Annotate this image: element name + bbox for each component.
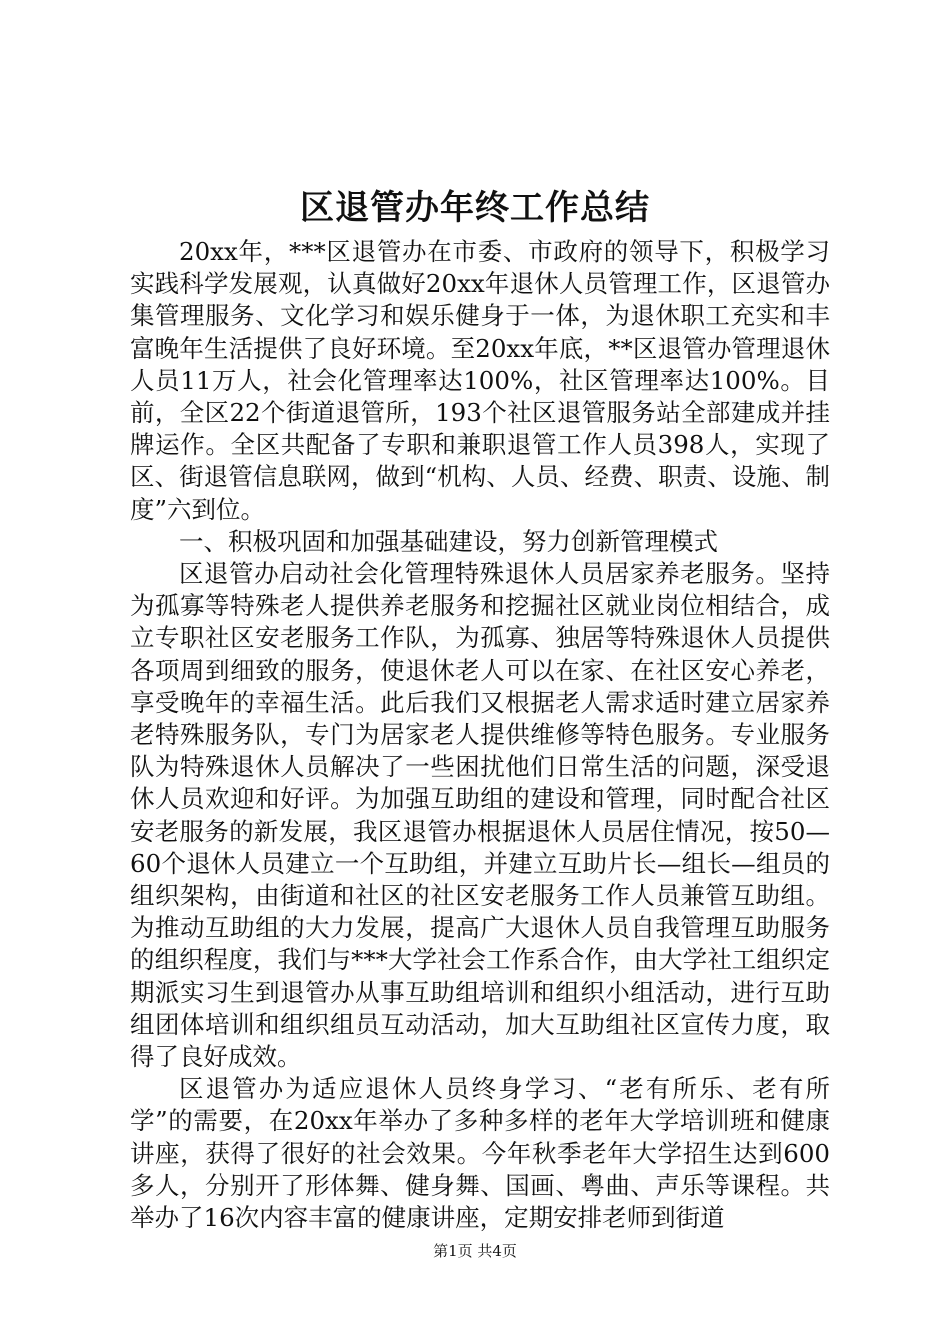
document-body <box>130 236 830 1234</box>
document-title: 区退管办年终工作总结 <box>300 188 650 228</box>
paragraph-senior-university: 区退管办为适应退休人员终身学习、“老有所乐、老有所学”的需要，在20xx年举办了多种多样的老年大学培训班和健康讲座，获得了很好的社会效果。今年秋季老年大学招生达到600多人，分别开了形体舞、健身舞、国画、粤曲、声乐等课程。共举办了16次内容丰富的健康讲座，定期安排老师到街道 <box>130 1074 830 1233</box>
section-heading-1: 一、积极巩固和加强基础建设，努力创新管理模式 <box>179 526 718 556</box>
paragraph-home-care: 区退管办启动社会化管理特殊退休人员居家养老服务。坚持为孤寡等特殊老人提供养老服务和挖掘社区就业岗位相结合，成立专职社区安老服务工作队，为孤寡、独居等特殊退休人员提供各项周到细致的服务，使退休老人可以在家、在社区安心养老，享受晚年的幸福生活。此后我们又根据老人需求适时建立居家养老特殊服务队，专门为居家老人提供维修等特色服务。专业服务队为特殊退休人员解决了一些困扰他们日常生活的问题，深受退休人员欢迎和好评。为加强互助组的建设和管理，同时配合社区安老服务的新发展，我区退管办根据退休人员居住情况，按50—60个退休人员建立一个互助组，并建立互助片长—组长—组员的组织架构，由街道和社区的社区安老服务工作人员兼管互助组。为推动互助组的大力发展，提高广大退休人员自我管理互助服务的组织程度，我们与***大学社会工作系合作，由大学社工组织定期派实习生到退管办从事互助组培训和组织小组活动，进行互助组团体培训和组织组员互动活动，加大互助组社区宣传力度，取得了良好成效。 <box>130 559 830 1072</box>
page-footer: 第1页 共4页 <box>433 1242 517 1260</box>
paragraph-intro: 20xx年，***区退管办在市委、市政府的领导下，积极学习实践科学发展观，认真做好20xx年退休人员管理工作，区退管办集管理服务、文化学习和娱乐健身于一体，为退休职工充实和丰富晚年生活提供了良好环境。至20xx年底，**区退管办管理退休人员11万人，社会化管理率达100%，社区管理率达100%。目前，全区22个街道退管所，193个社区退管服务站全部建成并挂牌运作。全区共配备了专职和兼职退管工作人员398人，实现了区、街退管信息联网，做到“机构、人员、经费、职责、设施、制度”六到位。 <box>130 237 830 524</box>
